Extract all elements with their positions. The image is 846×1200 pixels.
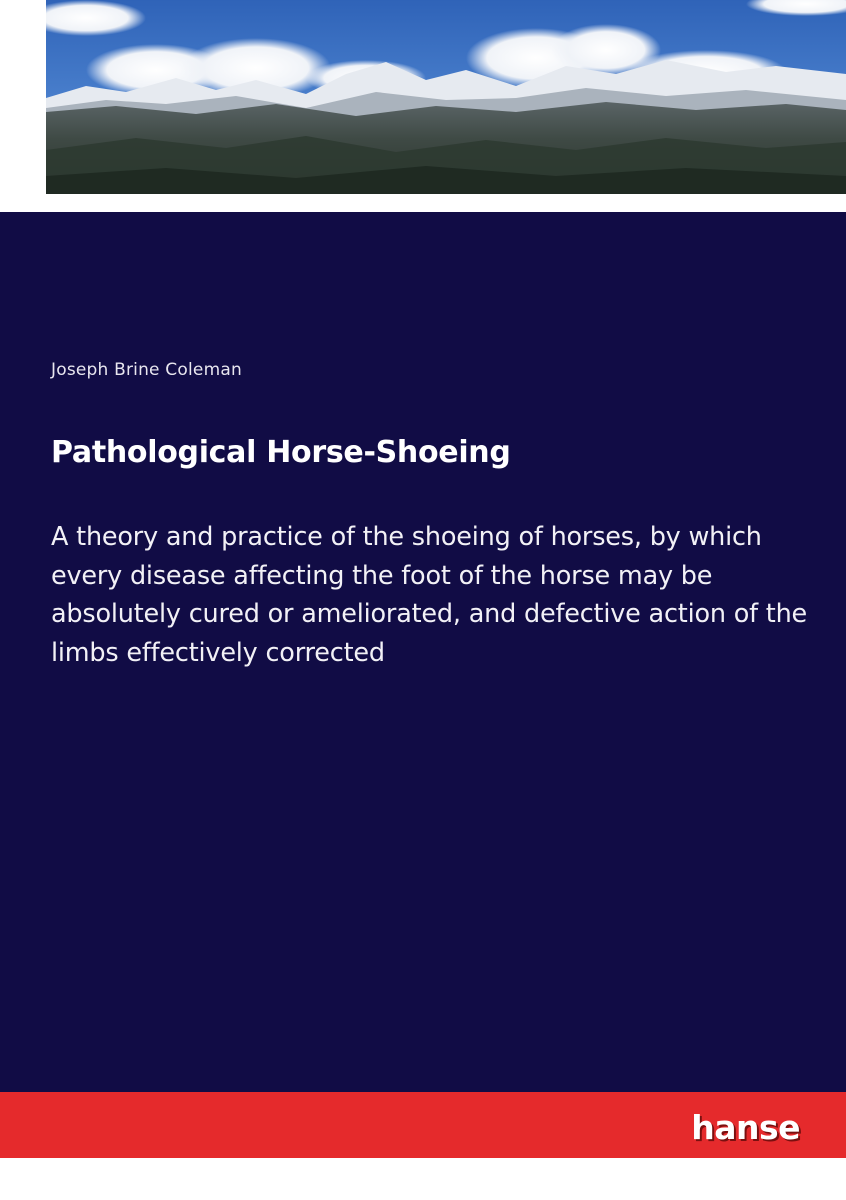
mountain-photo	[46, 0, 846, 194]
publisher-logo: hanse	[691, 1108, 800, 1147]
book-title: Pathological Horse-Shoeing	[51, 435, 511, 470]
author-name: Joseph Brine Coleman	[51, 360, 242, 380]
book-subtitle: A theory and practice of the shoeing of horses, by which every disease affecting the foot of the horse may be absolutely cured or ameliorated, and defective action of the limbs effectively corrected	[51, 522, 808, 668]
